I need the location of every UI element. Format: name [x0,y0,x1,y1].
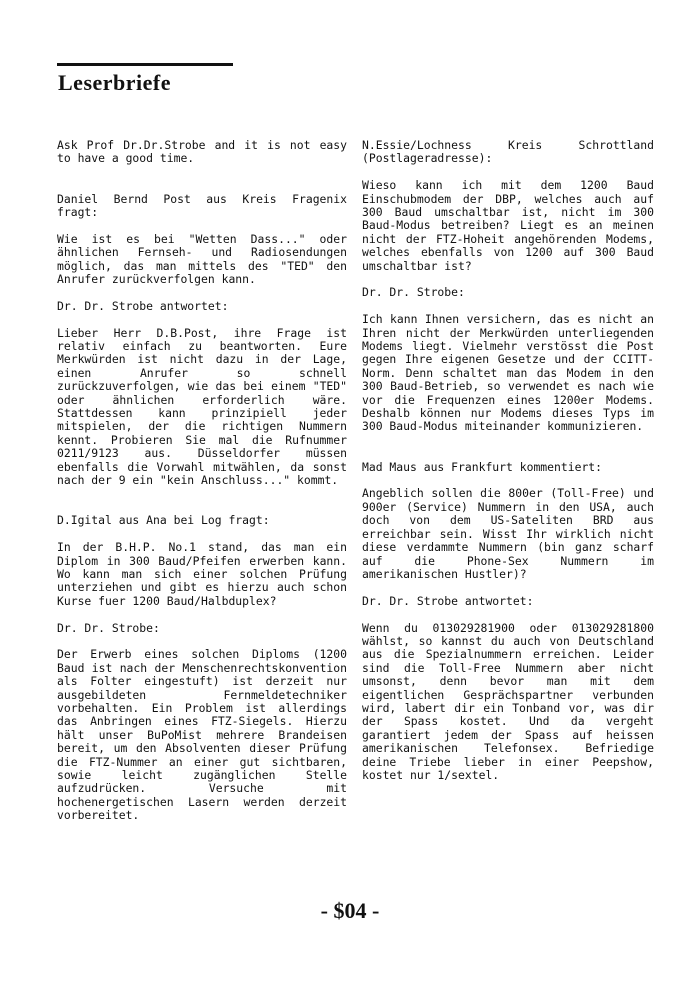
page-title: Leserbriefe [58,70,171,95]
intro-text: Ask Prof Dr.Dr.Strobe and it is not easy to have a good time. [57,138,347,166]
answer-heading: Dr. Dr. Strobe: [57,620,160,635]
letter-sender: N.Essie/Lochness Kreis Schrottland (Postlageradresse): [362,138,654,166]
letter-sender: Daniel Bernd Post aus Kreis Fragenix fragt: [57,191,347,220]
letter-question: In der B.H.P. No.1 stand, das man ein Diplom in 300 Baud/Pfeifen erwerben kann. Wo kann man sich einer solchen Prüfung unterziehen und gibt es hierzu auch schon Kurse fuer 1200 Baud/Halbduplex? [57,540,347,608]
letter-sender: D.Igital aus Ana bei Log fragt: [57,513,270,528]
answer-heading: Dr. Dr. Strobe antwortet: [57,298,229,313]
answer-text: Ich kann Ihnen versichern, das es nicht an Ihren nicht der Merkwürden unterliegenden Modems liegt. Vielmehr verstösst die Post gegen Ihre eigenen Gesetze und der CCITT-Norm. Denn schaltet man das Modem in den 300 Baud-Betrieb, so verwendet es nach wie vor die Frequenzen eines 1200er Modems. Deshalb können nur Modems dieses Typs im 300 Baud-Modus miteinander kommunizieren. [362,312,654,434]
answer-text: Lieber Herr D.B.Post, ihre Frage ist relativ einfach zu beantworten. Eure Merkwürden ist nicht dazu in der Lage, einen Anrufer so schnell zurückzuverfolgen, wie das bei einem "TED" oder ähnlichen erforderlich wäre. Stattdessen kann prinzipiell jeder mitspielen, der die richtigen Nummern kennt. Probieren Sie mal die Rufnummer 0211/9123 aus. Düsseldorfer müssen ebenfalls die Vorwahl mitwählen, da sonst nach der 9 ein "kein Anschluss..." kommt. [57,325,347,488]
left-column [57,139,347,836]
heading-rule [57,63,233,66]
letter-question: Wie ist es bei "Wetten Dass..." oder ähnlichen Fernseh- und Radiosendungen möglich, das man mittels des "TED" den Anrufer zurückverfolgen kann. [57,231,347,287]
right-column [362,139,654,796]
answer-heading: Dr. Dr. Strobe: [362,285,465,300]
letter-question: Wieso kann ich mit dem 1200 Baud Einschubmodem der DBP, welches auch auf 300 Baud umschaltbar ist, nicht im 300 Baud-Modus betreiben? Liegt es an meinen nicht der FTZ-Hoheit angehörenden Modems, welches ebenfalls von 1200 auf 300 Baud umschaltbar ist? [362,178,654,273]
answer-text: Der Erwerb eines solchen Diploms (1200 Baud ist nach der Menschenrechtskonvention als Folter eingestuft) ist derzeit nur ausgebildeten Fernmeldetechniker vorbehalten. Ein Problem ist allerdings das Anbringen eines FTZ-Siegels. Hierzu hält unser BuPoMist mehrere Brandeisen bereit, um den Absolventen dieser Prüfung die FTZ-Nummer an einer gut sichtbaren, sowie leicht zugänglichen Stelle aufzudrücken. Versuche mit hochenergetischen Lasern werden derzeit vorbereitet. [57,647,347,823]
letter-question: Angeblich sollen die 800er (Toll-Free) und 900er (Service) Nummern in den USA, auch doch von dem US-Sateliten BRD aus erreichbar sein. Wisst Ihr wirklich nicht diese verdammte Nummern (bin ganz scharf auf die Phone-Sex Nummern im amerikanischen Hustler)? [362,486,654,581]
page-number: - $04 - [320,898,380,923]
letter-sender: Mad Maus aus Frankfurt kommentiert: [362,459,603,474]
answer-heading: Dr. Dr. Strobe antwortet: [362,593,534,608]
answer-text: Wenn du 013029281900 oder 013029281800 wählst, so kannst du auch von Deutschland aus die Spezialnummern erreichen. Leider sind die Toll-Free Nummern aber nicht umsonst, denn bevor man mit dem eigentlichen Gesprächspartner verbunden wird, labert dir ein Tonband vor, was dir der Spass kostet. Und da vergeht garantiert jedem der Spass auf heissen amerikanischen Telefonsex. Befriedige deine Triebe lieber in einer Peepshow, kostet nur 1/sextel. [362,620,654,782]
